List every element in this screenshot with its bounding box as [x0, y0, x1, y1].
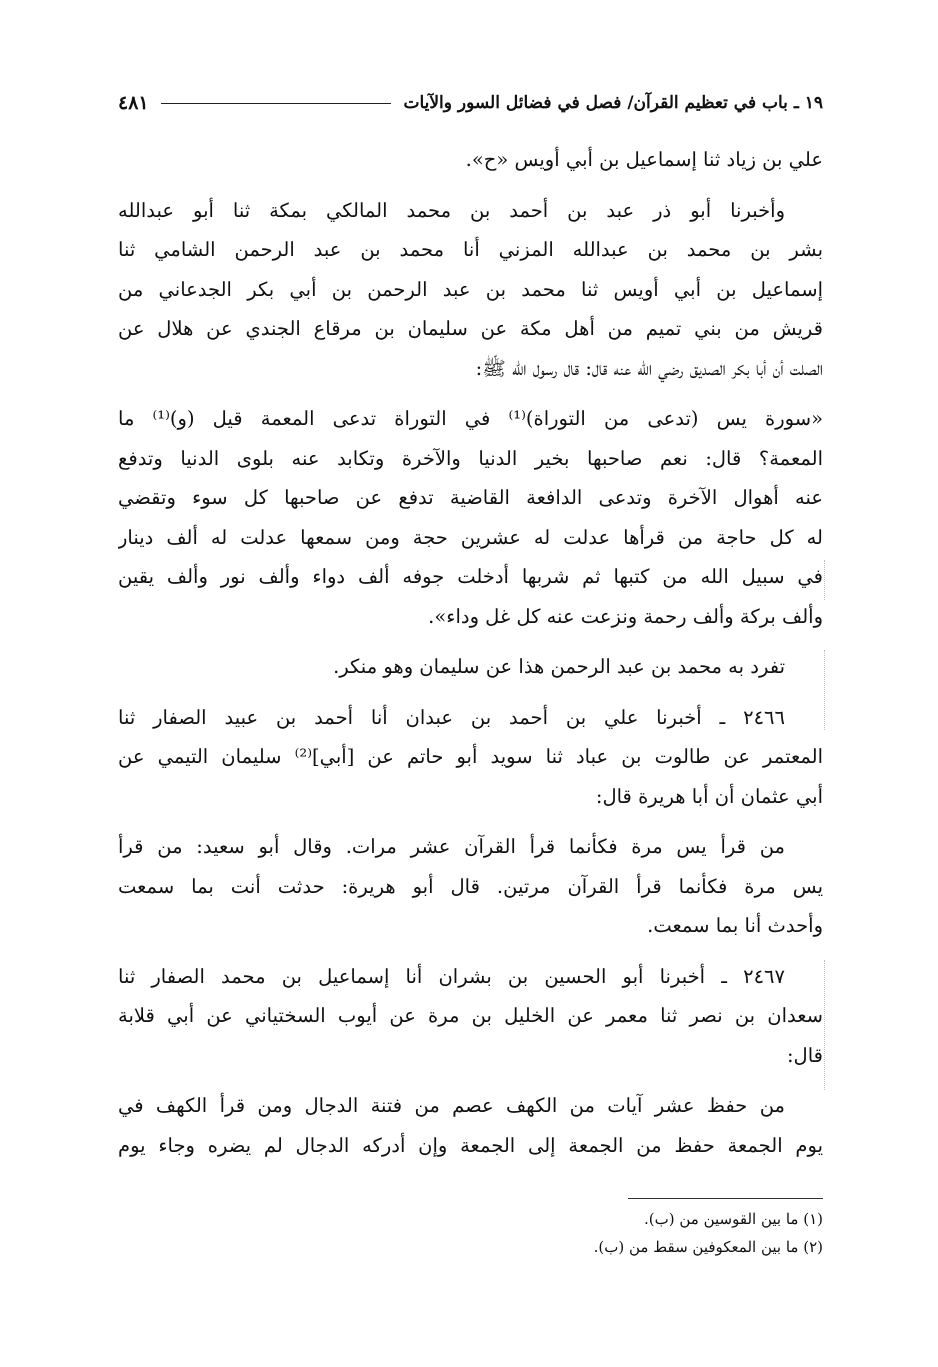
text-line: وألف بركة وألف رحمة ونزعت عنه كل غل وداء». — [428, 604, 823, 628]
main-text — [118, 140, 823, 1165]
running-header — [118, 88, 823, 118]
text-line: في سبيل الله من كتبها ثم شربها أدخلت جوفه ألف دواء وألف نور وألف يقين — [118, 565, 823, 588]
text-line: أبي عثمان أن أبا هريرة قال: — [595, 784, 823, 808]
header-title: ١٩ ـ باب في تعظيم القرآن/ فصل في فضائل السور والآيات — [403, 93, 823, 113]
footnote: (٢) ما بين المعكوفين سقط من (ب). — [593, 1238, 823, 1256]
header-rule — [161, 103, 392, 104]
text-line: قال: — [786, 1043, 823, 1067]
text-line: الصلت أن أبا بكر الصديق رضي الله عنه قال: قال رسول الله ﷺ: — [475, 356, 823, 380]
text-line: يوم الجمعة حفظ من الجمعة إلى الجمعة وإن أدركه الدجال لم يضره وجاء يوم — [118, 1133, 823, 1157]
text-line: بشر بن محمد بن عبدالله المزني أنا محمد بن عبد الرحمن الشامي ثنا — [118, 238, 823, 261]
text-line: من قرأ يس مرة فكأنما قرأ القرآن عشر مرات. وقال أبو سعيد: من قرأ — [118, 835, 785, 858]
text-line: قريش من بني تميم من أهل مكة عن سليمان بن مرقاع الجندي عن هلال عن — [118, 317, 823, 340]
text-line: سعدان بن نصر ثنا معمر عن الخليل بن مرة عن أيوب السختياني عن أبي قلابة — [118, 1004, 823, 1027]
hadith-2467-line: ٢٤٦٧ ـ أخبرنا أبو الحسين بن بشران أنا إسماعيل بن محمد الصفار ثنا — [118, 964, 785, 988]
text-line: «سورة يس (تدعى من التوراة)⁽¹⁾ في التوراة تدعى المعمة قيل (و)⁽¹⁾ ما — [118, 407, 823, 430]
text-line: إسماعيل بن أبي أويس ثنا محمد بن عبد الرحمن بن أبي بكر الجدعاني من — [118, 277, 823, 301]
page-number: ٤٨١ — [118, 92, 149, 114]
hadith-2466-line: ٢٤٦٦ ـ أخبرنا علي بن أحمد بن عبدان أنا أحمد بن عبيد الصفار ثنا — [118, 705, 785, 729]
margin-mark — [824, 560, 825, 600]
text-line: من حفظ عشر آيات من الكهف عصم من فتنة الدجال ومن قرأ الكهف في — [118, 1094, 785, 1117]
text-line: علي بن زياد ثنا إسماعيل بن أبي أويس «ح». — [465, 148, 823, 171]
footnote: (١) ما بين القوسين من (ب). — [644, 1210, 823, 1228]
text-line: وأخبرنا أبو ذر عبد بن أحمد بن محمد المالكي بمكة ثنا أبو عبدالله — [118, 198, 785, 222]
text-line: يس مرة فكأنما قرأ القرآن مرتين. قال أبو هريرة: حدثت أنت بما سمعت — [118, 874, 823, 898]
text-line: وأحدث أنا بما سمعت. — [647, 914, 823, 937]
footnotes — [118, 1205, 823, 1261]
text-line: له كل حاجة من قرأها عدلت له عشرين حجة ومن سمعها عدلت له ألف دينار — [118, 525, 823, 549]
text-line: تفرد به محمد بن عبد الرحمن هذا عن سليمان وهو منكر. — [333, 655, 785, 678]
margin-mark — [824, 650, 825, 730]
footnote-rule — [628, 1198, 823, 1199]
margin-mark — [824, 960, 825, 1090]
text-line: المعمة؟ قال: نعم صاحبها بخير الدنيا والآخرة وتكابد عنه بلوى الدنيا وتدفع — [118, 446, 823, 470]
text-line: عنه أهوال الآخرة وتدعى الدافعة القاضية تدفع عن صاحبها كل سوء وتقضي — [118, 486, 823, 509]
text-line: المعتمر عن طالوت بن عباد ثنا سويد أبو حاتم عن [أبي]⁽²⁾ سليمان التيمي عن — [118, 745, 823, 768]
